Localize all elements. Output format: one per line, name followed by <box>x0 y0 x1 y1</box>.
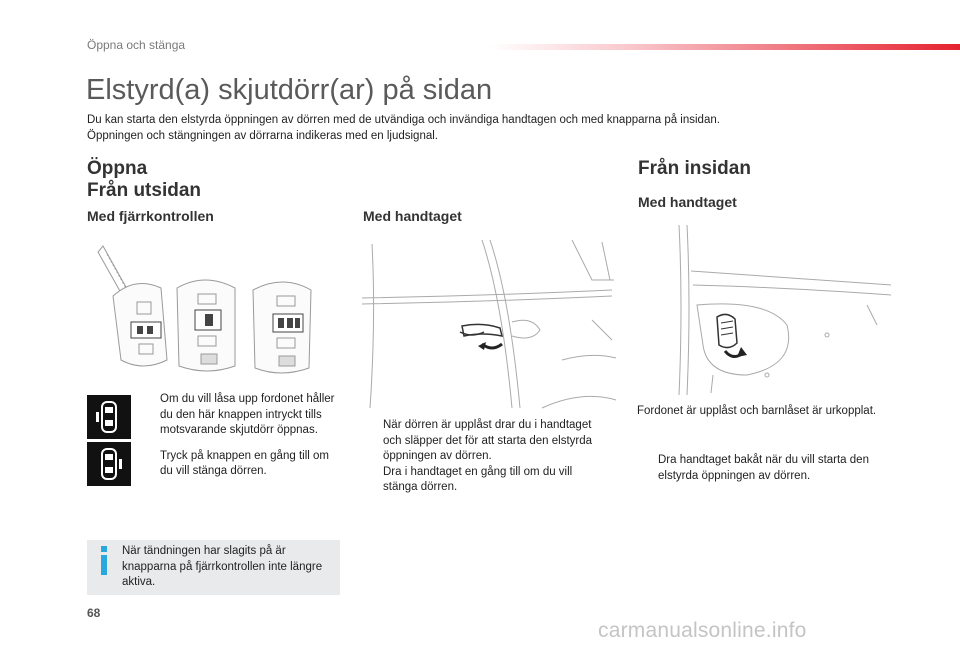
bullet-item <box>363 418 608 465</box>
section-header: Öppna och stänga <box>87 38 186 52</box>
intro-line-2: Öppningen och stängningen av dörrarna indikeras med en ljudsignal. <box>87 130 438 142</box>
intro-line-1: Du kan starta den elstyrda öppningen av dörren med de utvändiga och invändiga handtagen och med knapparna på insidan. <box>87 114 720 126</box>
heading-open: Öppna <box>87 158 148 179</box>
bullet-item <box>638 453 898 484</box>
watermark: carmanualsonline.info <box>598 619 807 642</box>
section-exterior-handle: Med handtaget <box>363 208 462 224</box>
bullet-text: Dra handtaget bakåt när du vill starta den elstyrda öppningen av dörren. <box>658 454 869 482</box>
info-text: När tändningen har slagits på är knapparna på fjärrkontrollen inte längre aktiva. <box>122 545 323 588</box>
bullet-text: Dra i handtaget en gång till om du vill stänga dörren. <box>383 465 573 493</box>
exterior-handle-illustration <box>362 240 617 410</box>
page-title: Elstyrd(a) skjutdörr(ar) på sidan <box>86 74 493 106</box>
bullet-text: Tryck på knappen en gång till om du vill stänga dörren. <box>160 449 329 477</box>
bullet-symbol <box>363 418 383 465</box>
section-interior-handle: Med handtaget <box>638 194 737 210</box>
bullet-symbol <box>140 449 160 480</box>
bullet-text: Om du vill låsa upp fordonet håller du den här knappen intryckt tills motsvarande skjutdörr öppnas. <box>160 393 335 436</box>
bullet-item <box>140 449 340 480</box>
page-number: 68 <box>87 606 101 620</box>
heading-from-inside: Från insidan <box>638 158 751 179</box>
info-icon <box>97 546 111 576</box>
bullet-item <box>140 392 340 439</box>
intro-text <box>87 112 907 144</box>
interior-handle-note: Fordonet är upplåst och barnlåset är urkopplat. <box>637 405 877 417</box>
bullet-symbol <box>363 465 383 496</box>
remote-bullets <box>140 392 340 480</box>
sliding-door-left-icon <box>87 395 131 439</box>
remote-key-illustration <box>95 244 335 379</box>
header-accent-bar <box>490 44 960 50</box>
section-remote-control: Med fjärrkontrollen <box>87 208 214 224</box>
exterior-handle-bullets <box>363 418 608 496</box>
interior-handle-bullets <box>638 453 898 484</box>
bullet-text: När dörren är upplåst drar du i handtaget och släpper det för att starta den elstyrda öppningen av dörren. <box>383 419 593 462</box>
bullet-symbol <box>638 453 658 484</box>
bullet-item <box>363 465 608 496</box>
heading-from-outside: Från utsidan <box>87 180 202 201</box>
info-box <box>87 540 340 595</box>
interior-handle-illustration <box>637 225 892 397</box>
sliding-door-right-icon <box>87 442 131 486</box>
bullet-symbol <box>140 392 160 439</box>
